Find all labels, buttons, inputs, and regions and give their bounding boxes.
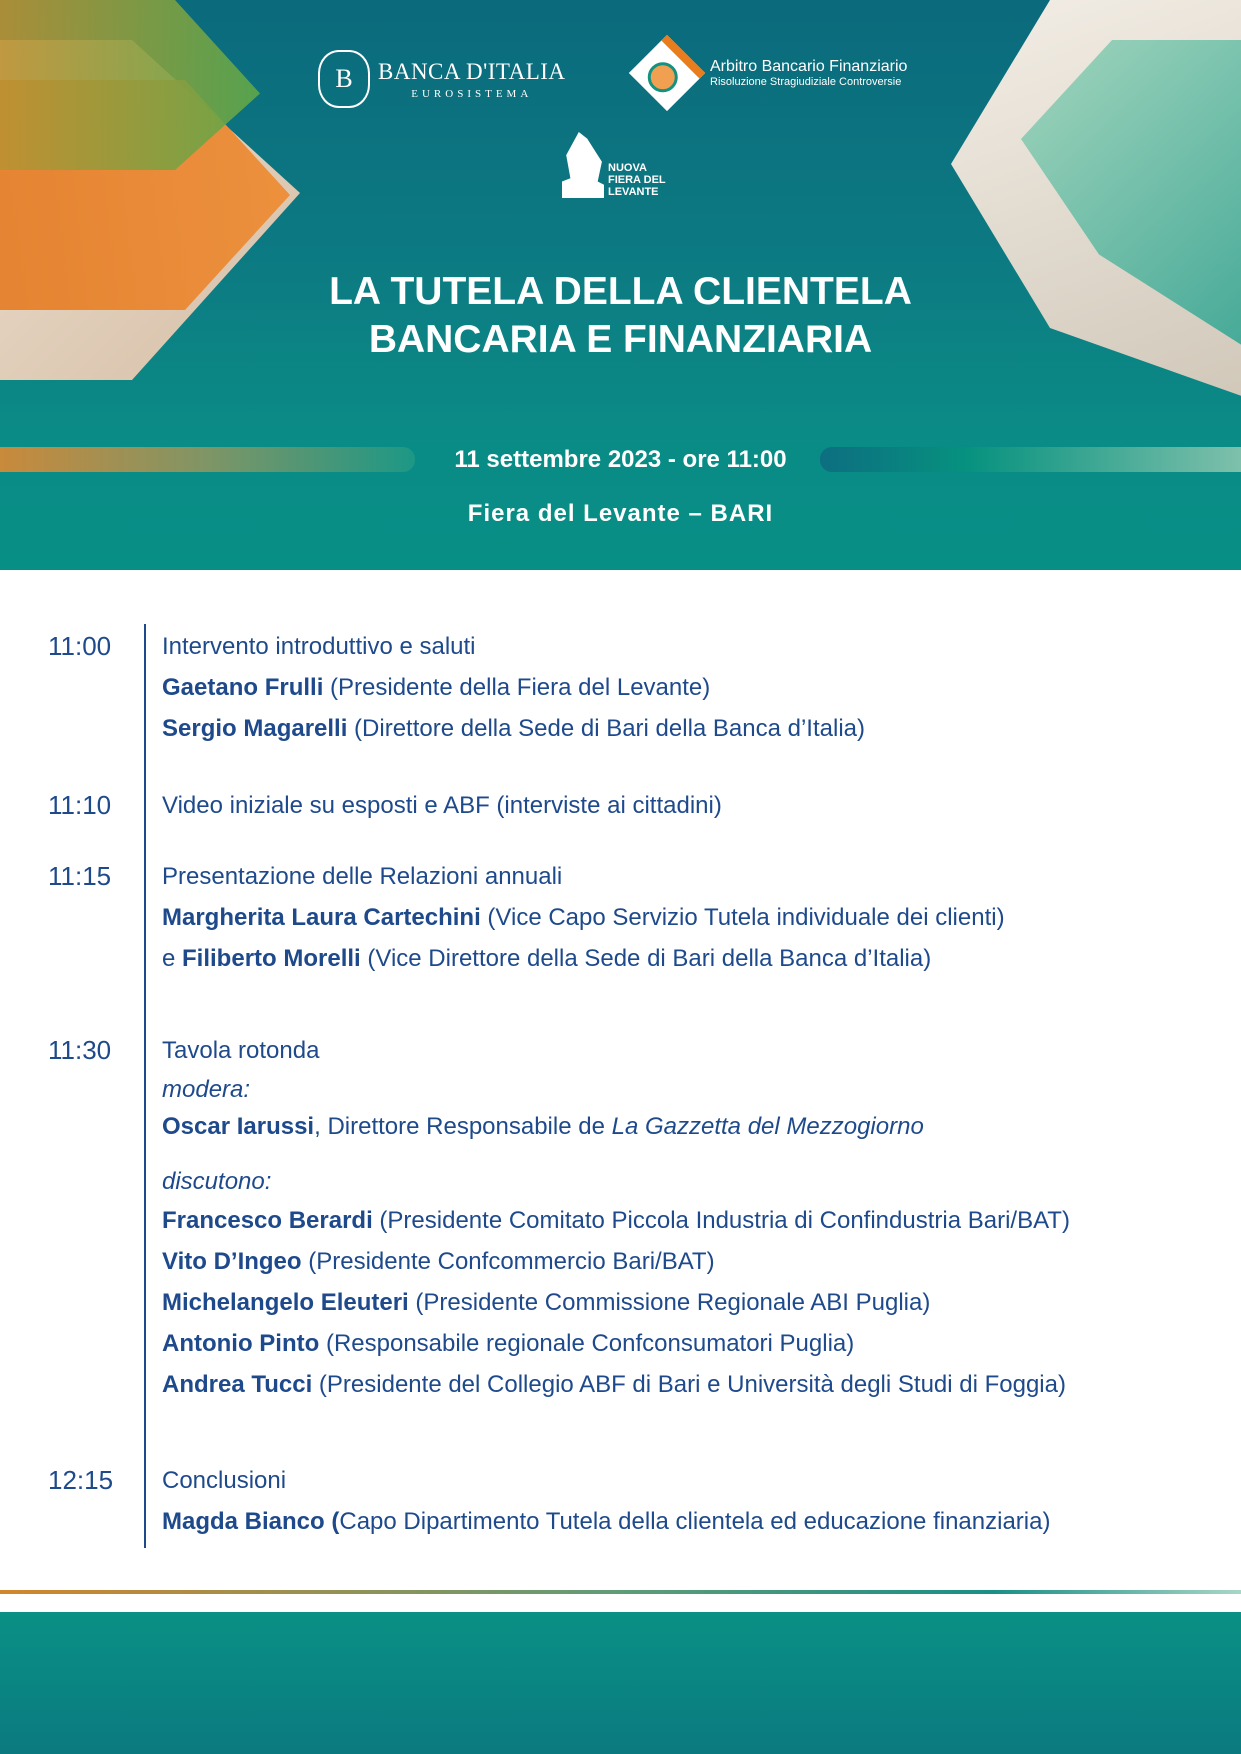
speaker-name: Gaetano Frulli	[162, 674, 324, 701]
agenda-line	[162, 667, 1241, 708]
speaker-name: Francesco Berardi	[162, 1207, 373, 1234]
agenda-text: discutono:	[162, 1168, 272, 1195]
agenda-time: 11:30	[48, 1035, 112, 1065]
agenda-item	[0, 1030, 1241, 1405]
speaker-name: Andrea Tucci	[162, 1371, 313, 1398]
agenda-text: e	[162, 945, 183, 972]
header-banner	[0, 0, 1241, 570]
logo-name: BANCA D'ITALIA	[378, 58, 566, 84]
agenda-line	[162, 1241, 1241, 1282]
fiera-levante-logo	[562, 132, 678, 198]
agenda-text: Capo Dipartimento Tutela della clientela ed educazione finanziaria)	[339, 1508, 1051, 1535]
agenda	[0, 626, 1241, 1542]
agenda-item	[0, 856, 1241, 979]
event-place: Fiera del Levante – BARI	[467, 500, 774, 527]
agenda-line	[162, 856, 1241, 897]
title-line: BANCARIA E FINANZIARIA	[368, 318, 873, 361]
logo-name: NUOVA FIERA DEL LEVANTE	[608, 162, 666, 198]
agenda-text: Tavola rotonda	[162, 1037, 320, 1064]
speaker-name: Vito D’Ingeo	[162, 1248, 302, 1275]
agenda-line	[162, 785, 1241, 826]
speaker-name: Magda Bianco (	[162, 1508, 340, 1535]
ship-icon	[562, 132, 604, 198]
speaker-name: Oscar Iarussi	[162, 1113, 315, 1140]
agenda-line	[162, 1282, 1241, 1323]
agenda-line	[162, 897, 1241, 938]
footer-band	[0, 1612, 1241, 1754]
logo-subtitle: Risoluzione Stragiudiziale Controversie	[710, 76, 902, 88]
speaker-name: Michelangelo Eleuteri	[162, 1289, 409, 1316]
agenda-text: (Direttore della Sede di Bari della Banca d’Italia)	[347, 715, 865, 742]
agenda-text: Video iniziale su esposti e ABF (interviste ai cittadini)	[162, 792, 722, 819]
agenda-text: modera:	[162, 1076, 251, 1103]
page-title	[0, 268, 1241, 364]
speaker-name: Antonio Pinto	[162, 1330, 320, 1357]
agenda-text: (Vice Capo Servizio Tutela individuale dei clienti)	[480, 904, 1005, 931]
banca-italia-seal-icon: B	[318, 50, 370, 108]
agenda-time: 12:15	[48, 1465, 114, 1495]
speaker-name: Filiberto Morelli	[182, 945, 361, 972]
agenda-line	[162, 1108, 1241, 1145]
event-date: 11 settembre 2023 - ore 11:00	[454, 446, 787, 473]
logo-subtitle: EUROSISTEMA	[411, 87, 533, 100]
agenda-text: (Presidente Commissione Regionale ABI Puglia)	[408, 1289, 931, 1316]
agenda-line	[162, 1460, 1241, 1501]
agenda-text: (Presidente Confcommercio Bari/BAT)	[301, 1248, 715, 1275]
agenda-text: , Direttore Responsabile de	[314, 1113, 612, 1140]
abf-logo	[640, 46, 907, 100]
agenda-time: 11:00	[48, 631, 112, 661]
decorative-line	[0, 1590, 1241, 1594]
banca-italia-logo	[318, 50, 566, 108]
agenda-text: La Gazzetta del Mezzogiorno	[611, 1113, 924, 1140]
agenda-text: Conclusioni	[162, 1467, 287, 1494]
agenda-line	[162, 1323, 1241, 1364]
agenda-item	[0, 626, 1241, 749]
agenda-item	[0, 1460, 1241, 1542]
agenda-item	[0, 785, 1241, 826]
agenda-line	[162, 1163, 1241, 1200]
agenda-line	[162, 1501, 1241, 1542]
agenda-line	[162, 938, 1241, 979]
agenda-text: (Responsabile regionale Confconsumatori Puglia)	[319, 1330, 855, 1357]
speaker-name: Sergio Magarelli	[162, 715, 348, 742]
speaker-name: Margherita Laura Cartechini	[162, 904, 481, 931]
agenda-text: (Vice Direttore della Sede di Bari della Banca d’Italia)	[360, 945, 932, 972]
agenda-line	[162, 626, 1241, 667]
agenda-text: Intervento introduttivo e saluti	[162, 633, 476, 660]
agenda-time: 11:15	[48, 861, 112, 891]
agenda-text: (Presidente della Fiera del Levante)	[323, 674, 711, 701]
abf-emblem-icon	[629, 35, 705, 111]
title-line: LA TUTELA DELLA CLIENTELA	[329, 270, 912, 313]
agenda-line	[162, 1030, 1241, 1071]
agenda-line	[162, 1200, 1241, 1241]
agenda-text: (Presidente del Collegio ABF di Bari e Università degli Studi di Foggia)	[312, 1371, 1066, 1398]
agenda-line	[162, 1071, 1241, 1108]
agenda-line	[162, 1364, 1241, 1405]
agenda-line	[162, 708, 1241, 749]
logo-name: Arbitro Bancario Finanziario	[710, 58, 908, 75]
agenda-text: Presentazione delle Relazioni annuali	[162, 863, 563, 890]
agenda-time: 11:10	[48, 790, 112, 820]
agenda-text: (Presidente Comitato Piccola Industria di Confindustria Bari/BAT)	[372, 1207, 1070, 1234]
